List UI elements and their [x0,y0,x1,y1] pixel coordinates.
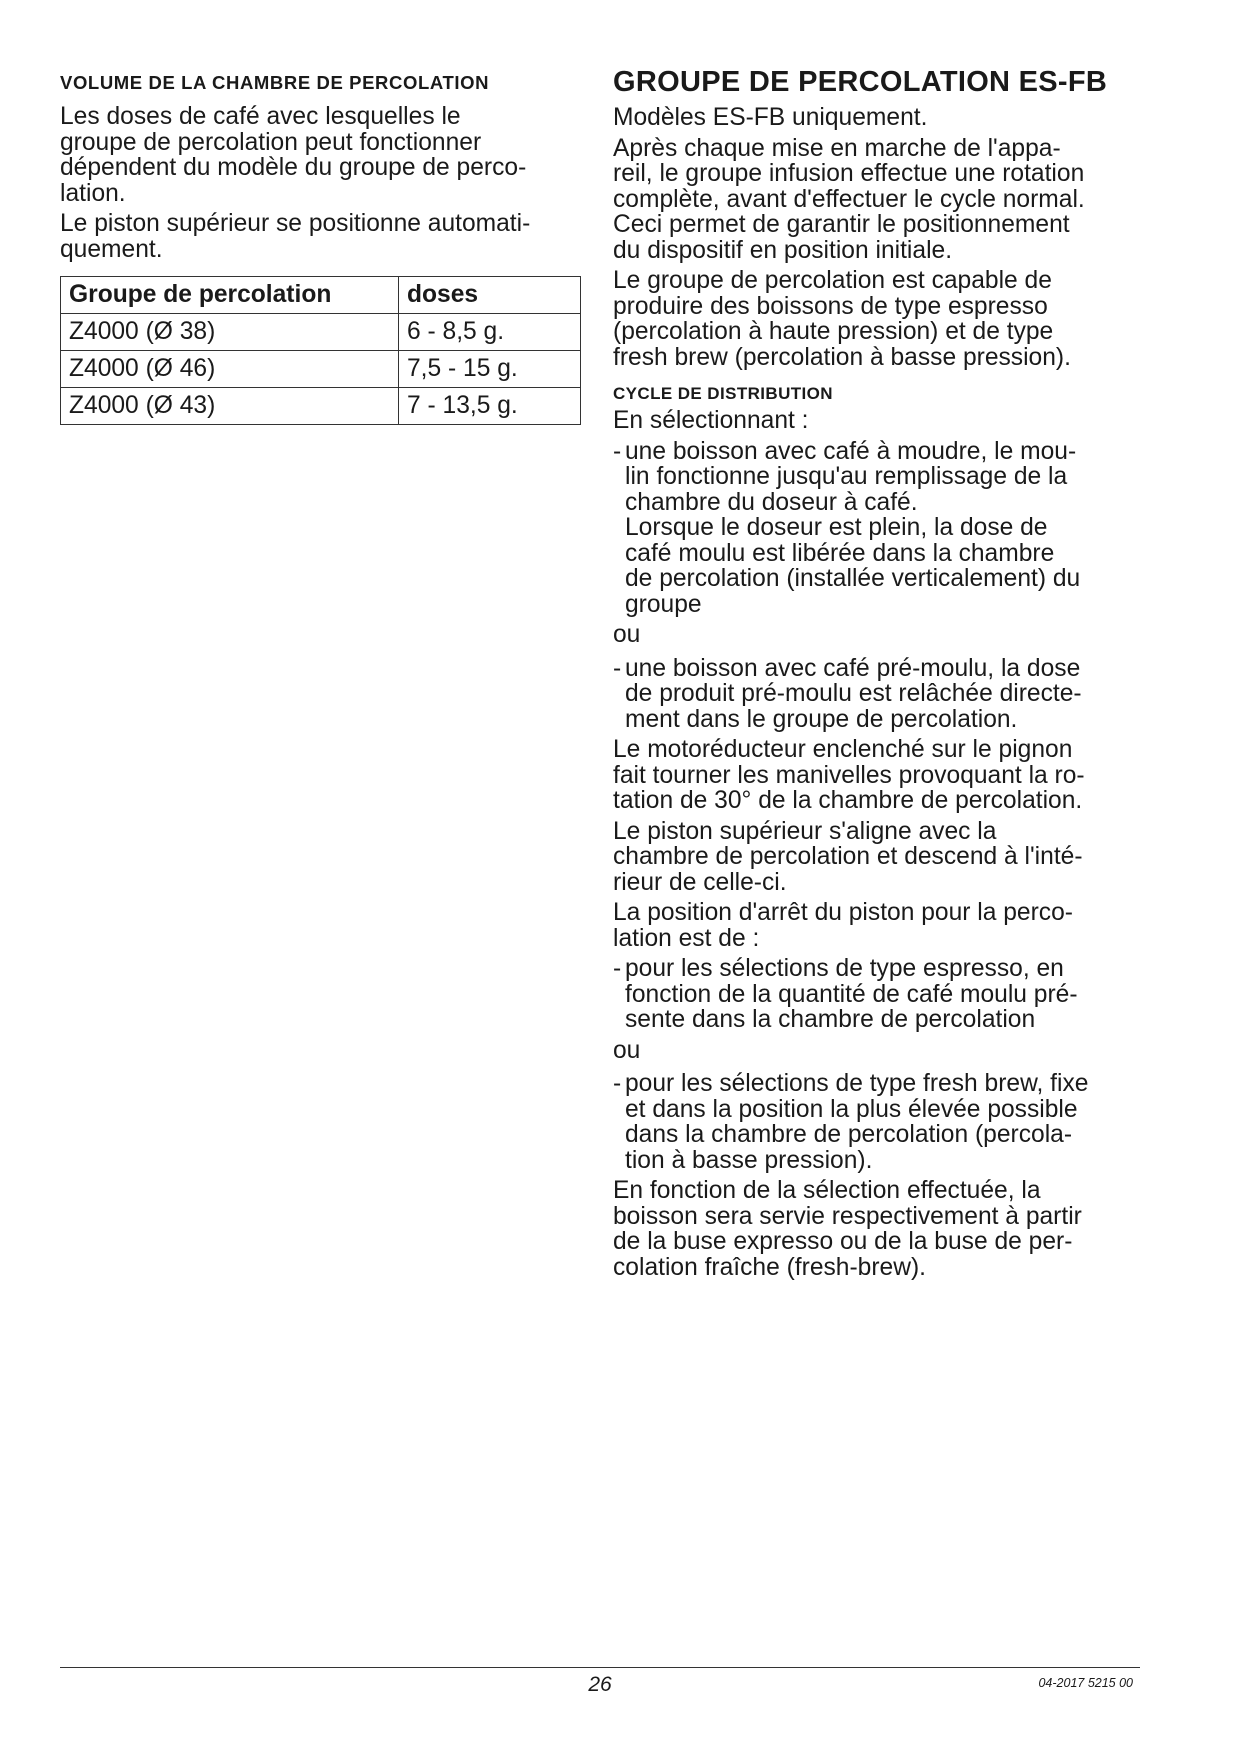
paragraph: Modèles ES-FB uniquement. [613,104,928,131]
table-cell: 7,5 - 15 g. [399,351,581,388]
list-item: - pour les sélections de type fresh brew, fixe et dans la position la plus élevée possible dans la chambre de percolation (percola- tion à basse pression). [613,1070,1089,1174]
table-cell: Z4000 (Ø 43) [61,388,399,425]
table-header-cell: Groupe de percolation [61,277,399,314]
table-row [61,314,581,351]
section-heading-chamber-volume: VOLUME DE LA CHAMBRE DE PERCOLATION [60,72,490,93]
document-code: 04-2017 5215 00 [1038,1676,1133,1690]
paragraph: La position d'arrêt du piston pour la perco- lation est de : [613,899,1073,952]
table-cell: 6 - 8,5 g. [399,314,581,351]
list-item: - une boisson avec café à moudre, le mou- lin fonctionne jusqu'au remplissage de la chambre du doseur à café. Lorsque le doseur est plein, la dose de café moulu est libérée dans la chambre de percolation (installée verticalement) du groupe [613,437,1081,618]
conjunction-ou: ou [613,1036,641,1064]
dash-bullet: - [613,1070,622,1097]
table-header-row [61,277,581,314]
left-column [60,72,580,425]
table-row [61,351,581,388]
dash-bullet: - [613,955,622,982]
doses-table [60,276,581,425]
paragraph: Après chaque mise en marche de l'appa- reil, le groupe infusion effectue une rotation complète, avant d'effectuer le cycle normal. Ceci permet de garantir le positionnement du dispositif en position initiale. [613,134,1085,264]
subheading-distribution-cycle: CYCLE DE DISTRIBUTION [613,384,833,403]
table-cell: 7 - 13,5 g. [399,388,581,425]
footer-divider [60,1667,1140,1668]
list-item: - une boisson avec café pré-moulu, la dose de produit pré-moulu est relâchée directe- ment dans le groupe de percolation. [613,654,1082,733]
paragraph: En fonction de la sélection effectuée, la boisson sera servie respectivement à partir de la buse expresso ou de la buse de per- colation fraîche (fresh-brew). [613,1177,1082,1281]
conjunction-ou: ou [613,621,641,648]
right-column [613,66,1143,1285]
table-row [61,388,581,425]
dash-bullet: - [613,437,622,465]
paragraph: Les doses de café avec lesquelles le groupe de percolation peut fonctionner dépendent du modèle du groupe de perco- lation. [60,103,527,207]
table-cell: Z4000 (Ø 38) [61,314,399,351]
paragraph: En sélectionnant : [613,407,809,434]
paragraph: Le groupe de percolation est capable de produire des boissons de type espresso (percolation à haute pression) et de type fresh brew (percolation à basse pression). [613,267,1071,371]
section-title-es-fb: GROUPE DE PERCOLATION ES-FB [613,66,1108,98]
paragraph: Le motoréducteur enclenché sur le pignon fait tourner les manivelles provoquant la ro- tation de 30° de la chambre de percolation. [613,736,1085,814]
table-header-cell: doses [399,277,581,314]
table-cell: Z4000 (Ø 46) [61,351,399,388]
page-number: 26 [588,1673,612,1696]
paragraph: Le piston supérieur se positionne automati- quement. [60,210,531,263]
paragraph: Le piston supérieur s'aligne avec la chambre de percolation et descend à l'inté- rieur de celle-ci. [613,817,1083,896]
list-item: - pour les sélections de type espresso, en fonction de la quantité de café moulu pré- sente dans la chambre de percolation [613,955,1078,1033]
dash-bullet: - [613,654,622,682]
